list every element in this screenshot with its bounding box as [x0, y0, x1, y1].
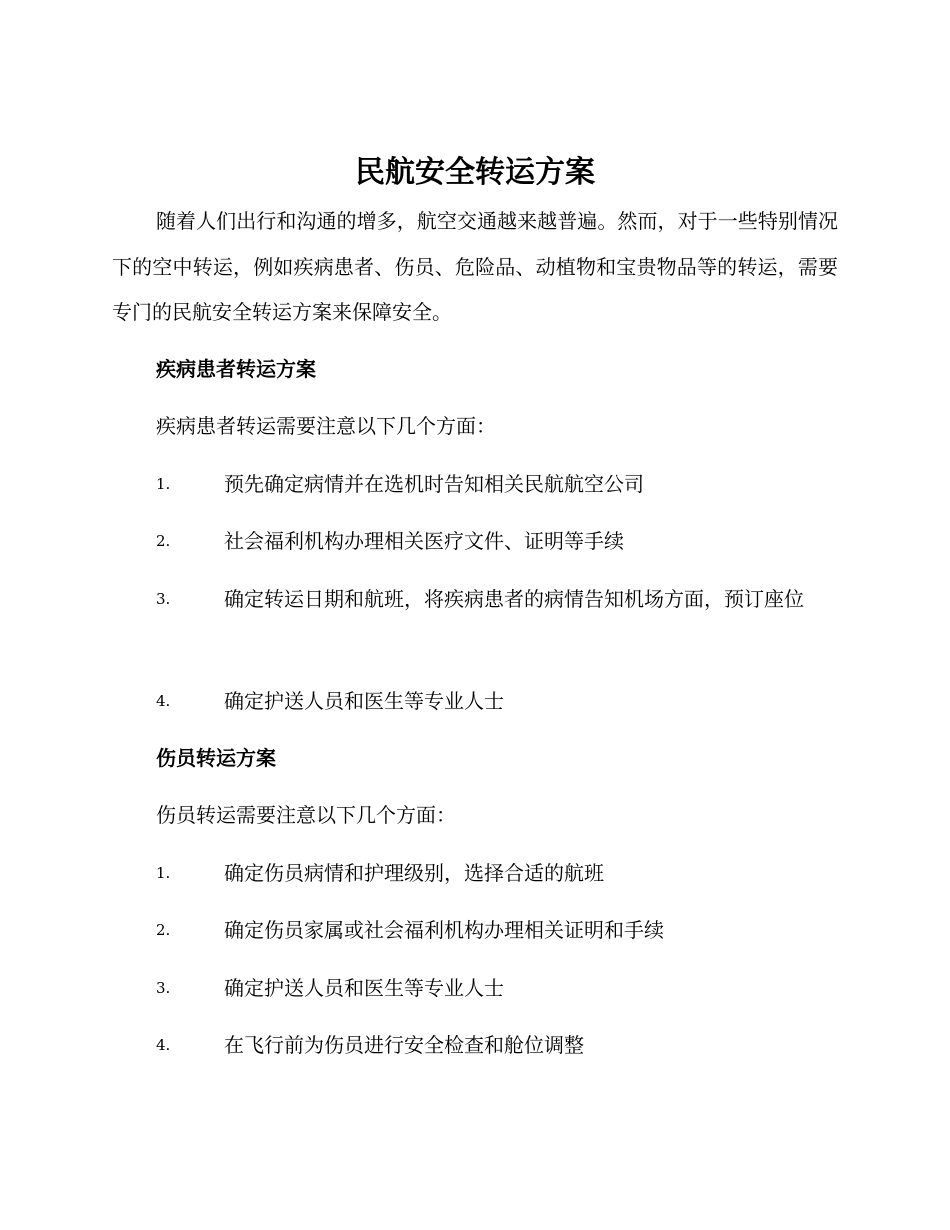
- section-heading-patients: 疾病患者转运方案: [156, 357, 316, 381]
- list-item-number: 1.: [156, 864, 171, 882]
- list-item-text: 确定护送人员和医生等专业人士: [224, 976, 504, 1000]
- list-item-number: 3.: [156, 590, 171, 608]
- list-item-number: 2.: [156, 532, 171, 550]
- list-item-text: 确定伤员家属或社会福利机构办理相关证明和手续: [224, 918, 664, 942]
- intro-paragraph: 随着人们出行和沟通的增多，航空交通越来越普遍。然而，对于一些特别情况下的空中转运，例如疾病患者、伤员、危险品、动植物和宝贵物品等的转运，需要专门的民航安全转运方案来保障安全。: [112, 209, 838, 324]
- list-item-number: 3.: [156, 979, 171, 997]
- list-item-text: 在飞行前为伤员进行安全检查和舱位调整: [224, 1033, 584, 1057]
- list-item: [112, 1023, 838, 1067]
- document-title: 民航安全转运方案: [355, 155, 595, 190]
- section-lead-patients: 疾病患者转运需要注意以下几个方面：: [156, 414, 496, 438]
- list-item: [112, 519, 838, 563]
- list-item: [112, 851, 838, 895]
- section-heading-injured: 伤员转运方案: [156, 746, 276, 770]
- list-item-text: 确定转运日期和航班，将疾病患者的病情告知机场方面，预订座位: [224, 587, 804, 611]
- list-item-number: 4.: [156, 692, 171, 710]
- list-item-text: 社会福利机构办理相关医疗文件、证明等手续: [224, 529, 624, 553]
- list-item: [112, 577, 838, 621]
- list-item-number: 1.: [156, 475, 171, 493]
- list-item-text: 预先确定病情并在选机时告知相关民航航空公司: [224, 472, 644, 496]
- list-item-text: 确定伤员病情和护理级别，选择合适的航班: [224, 861, 604, 885]
- list-item: [112, 908, 838, 952]
- list-item-text: 确定护送人员和医生等专业人士: [224, 689, 504, 713]
- list-item: [112, 679, 838, 723]
- list-item: [112, 462, 838, 506]
- section-lead-injured: 伤员转运需要注意以下几个方面：: [156, 803, 456, 827]
- list-item: [112, 966, 838, 1010]
- list-item-number: 2.: [156, 921, 171, 939]
- list-item-number: 4.: [156, 1036, 171, 1054]
